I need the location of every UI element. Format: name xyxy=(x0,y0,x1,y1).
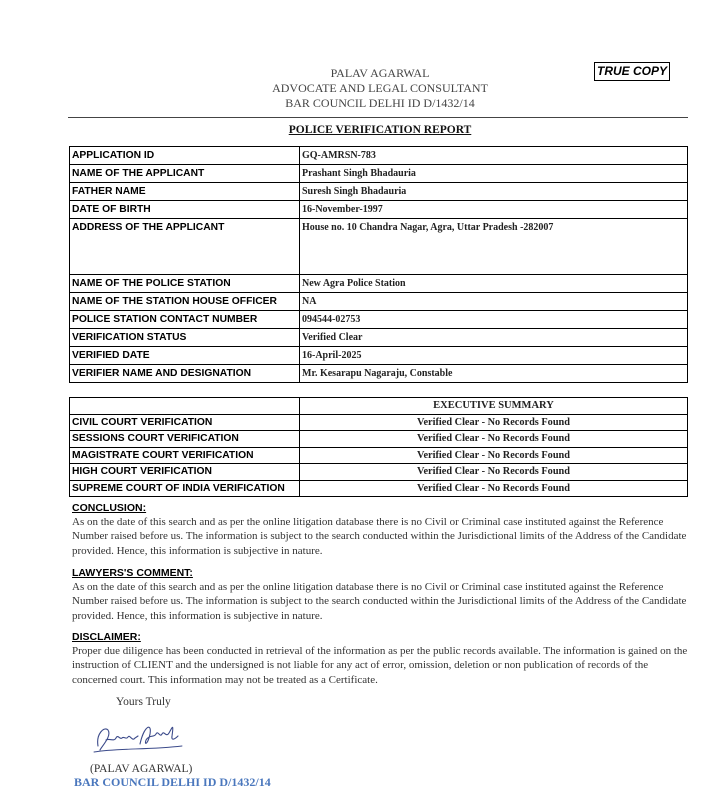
detail-value: Verified Clear xyxy=(300,329,688,347)
detail-value: GQ-AMRSN-783 xyxy=(300,147,688,165)
disclaimer-section xyxy=(72,630,692,687)
footer-bar-council-id: BAR COUNCIL DELHI ID D/1432/14 xyxy=(74,775,271,789)
letterhead xyxy=(0,66,718,111)
table-row xyxy=(70,447,688,464)
court-label: SESSIONS COURT VERIFICATION xyxy=(70,431,300,448)
table-row xyxy=(70,365,688,383)
table-row xyxy=(70,431,688,448)
detail-label: POLICE STATION CONTACT NUMBER xyxy=(70,311,300,329)
detail-label: ADDRESS OF THE APPLICANT xyxy=(70,219,300,275)
detail-value: Mr. Kesarapu Nagaraju, Constable xyxy=(300,365,688,383)
advocate-name: PALAV AGARWAL xyxy=(330,66,430,80)
detail-value: House no. 10 Chandra Nagar, Agra, Uttar Pradesh -282007 xyxy=(300,219,688,275)
table-row xyxy=(70,329,688,347)
detail-label: FATHER NAME xyxy=(70,183,300,201)
summary-corner-cell xyxy=(70,398,300,415)
yours-truly: Yours Truly xyxy=(116,696,171,708)
advocate-title: ADVOCATE AND LEGAL CONSULTANT xyxy=(272,81,488,95)
lawyers-comment-text: As on the date of this search and as per the online litigation database there is no Civil or Criminal case instituted against the Reference Number raised before us. The information is subject to the search conducted within the Jurisdictional limits of the Address of the Candidate provided. Hence, this information is subjective in nature. xyxy=(72,581,687,622)
detail-value: 16-April-2025 xyxy=(300,347,688,365)
executive-summary-table xyxy=(69,397,688,497)
detail-label: NAME OF THE STATION HOUSE OFFICER xyxy=(70,293,300,311)
table-row xyxy=(70,219,688,275)
table-row xyxy=(70,398,688,415)
court-label: CIVIL COURT VERIFICATION xyxy=(70,414,300,431)
detail-value: 16-November-1997 xyxy=(300,201,688,219)
table-row xyxy=(70,275,688,293)
signatory-name: (PALAV AGARWAL) xyxy=(90,763,193,775)
table-row xyxy=(70,147,688,165)
court-result: Verified Clear - No Records Found xyxy=(300,431,688,448)
table-row xyxy=(70,480,688,497)
court-label: MAGISTRATE COURT VERIFICATION xyxy=(70,447,300,464)
applicant-details-table xyxy=(69,146,688,383)
detail-label: APPLICATION ID xyxy=(70,147,300,165)
signature-image xyxy=(88,716,188,760)
true-copy-stamp: TRUE COPY xyxy=(594,62,670,81)
court-result: Verified Clear - No Records Found xyxy=(300,464,688,481)
report-title: POLICE VERIFICATION REPORT xyxy=(288,124,472,136)
detail-value: Suresh Singh Bhadauria xyxy=(300,183,688,201)
detail-label: DATE OF BIRTH xyxy=(70,201,300,219)
conclusion-heading: CONCLUSION: xyxy=(72,502,147,514)
detail-label: VERIFIER NAME AND DESIGNATION xyxy=(70,365,300,383)
executive-summary-heading: EXECUTIVE SUMMARY xyxy=(300,398,688,415)
court-result: Verified Clear - No Records Found xyxy=(300,480,688,497)
conclusion-text: As on the date of this search and as per the online litigation database there is no Civil or Criminal case instituted against the Reference Number raised before us. The information is subject to the search conducted within the Jurisdictional limits of the Address of the Candidate provided. Hence, this information is subjective in nature. xyxy=(72,516,687,557)
detail-value: Prashant Singh Bhadauria xyxy=(300,165,688,183)
table-row xyxy=(70,464,688,481)
detail-label: NAME OF THE APPLICANT xyxy=(70,165,300,183)
table-row xyxy=(70,347,688,365)
table-row xyxy=(70,165,688,183)
lawyers-comment-section xyxy=(72,566,692,623)
conclusion-section xyxy=(72,501,692,558)
court-label: HIGH COURT VERIFICATION xyxy=(70,464,300,481)
table-row xyxy=(70,311,688,329)
table-row xyxy=(70,201,688,219)
court-result: Verified Clear - No Records Found xyxy=(300,447,688,464)
court-result: Verified Clear - No Records Found xyxy=(300,414,688,431)
bar-council-id: BAR COUNCIL DELHI ID D/1432/14 xyxy=(285,96,475,110)
disclaimer-heading: DISCLAIMER: xyxy=(72,631,141,643)
table-row xyxy=(70,293,688,311)
table-row xyxy=(70,414,688,431)
disclaimer-text: Proper due diligence has been conducted in retrieval of the information as per the public records available. The information is gained on the instruction of CLIENT and the undersigned is not liable for any act of error, omission, deletion or non publication of records of the concerned court. This information may not be treated as a Certificate. xyxy=(72,645,688,686)
detail-label: VERIFICATION STATUS xyxy=(70,329,300,347)
header-divider xyxy=(68,117,688,118)
court-label: SUPREME COURT OF INDIA VERIFICATION xyxy=(70,480,300,497)
detail-value: 094544-02753 xyxy=(300,311,688,329)
detail-value: New Agra Police Station xyxy=(300,275,688,293)
lawyers-comment-heading: LAWYERS'S COMMENT: xyxy=(72,567,193,579)
detail-label: NAME OF THE POLICE STATION xyxy=(70,275,300,293)
table-row xyxy=(70,183,688,201)
detail-label: VERIFIED DATE xyxy=(70,347,300,365)
detail-value: NA xyxy=(300,293,688,311)
